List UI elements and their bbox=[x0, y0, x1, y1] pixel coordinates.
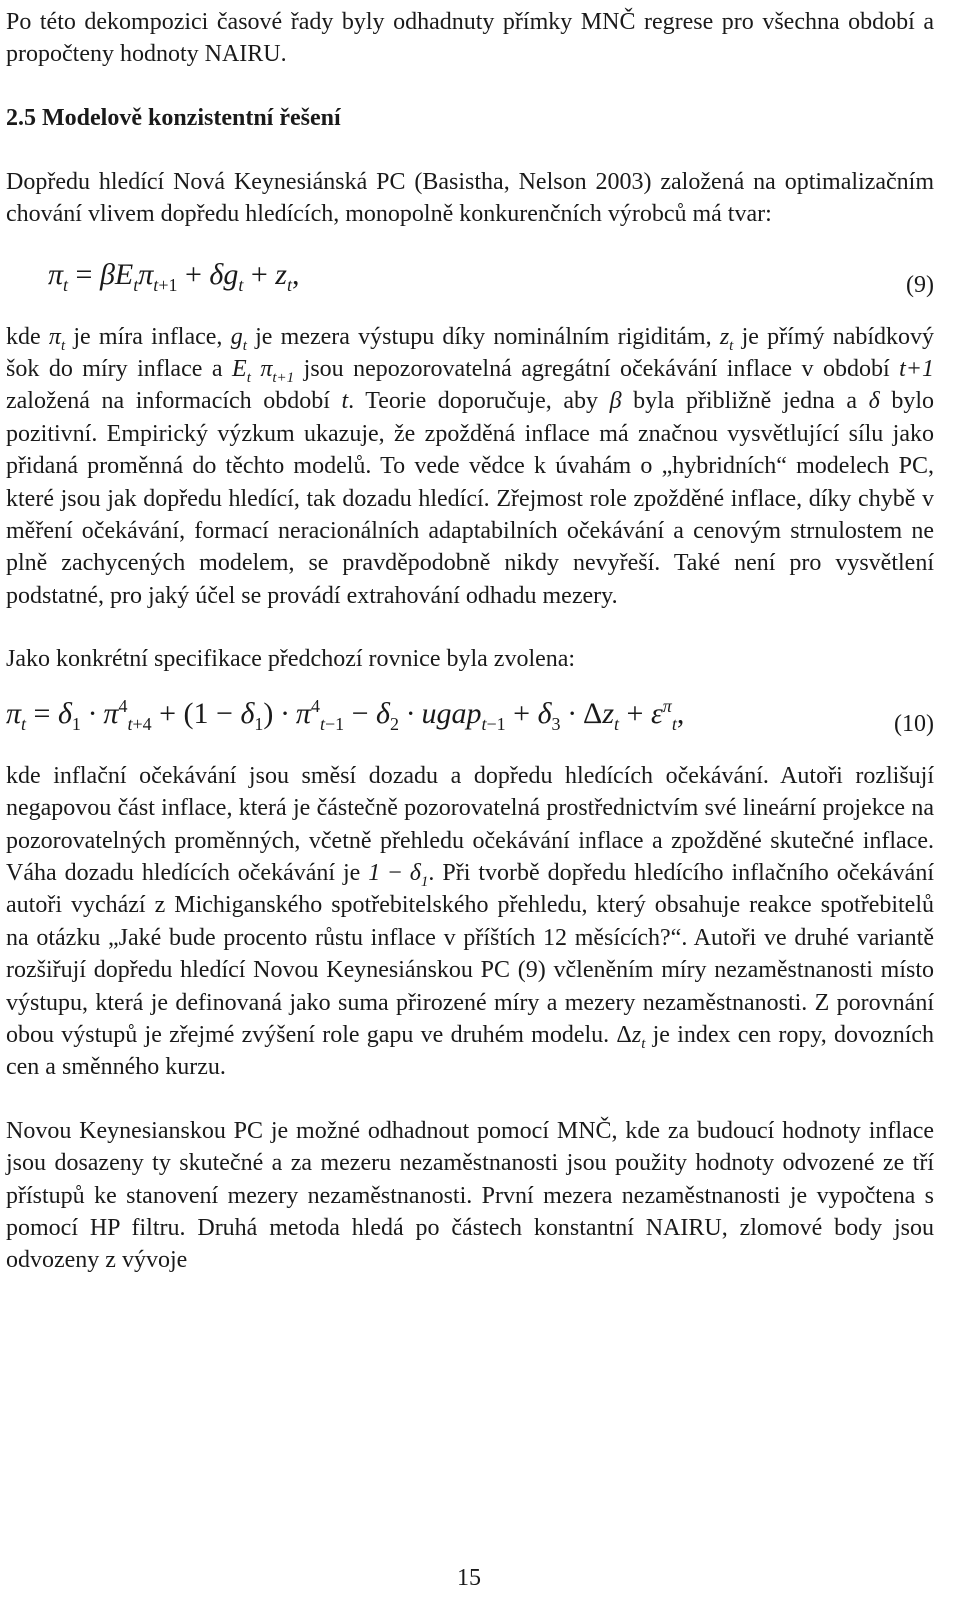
page-body bbox=[6, 6, 934, 1277]
intro-paragraph: Po této dekompozici časové řady byly odhadnuty přímky MNČ regrese pro všechna období a propočteny hodnoty NAIRU. bbox=[6, 9, 934, 68]
section-heading: 2.5 Modelově konzistentní řešení bbox=[6, 104, 341, 131]
equation-10 bbox=[6, 688, 934, 750]
equation-10-expression: $\pi_t = \delta_1 \cdot \pi^4_{t+4} + (1 - \delta_1) \cdot \pi^4_{t-1} - \delta_2$ · ugap$_{t-1}$ + $\delta_3 \cdot \Delta z_t + \varepsilon^\pi_t$, bbox=[6, 695, 685, 734]
page-number: 15 bbox=[457, 1565, 481, 1591]
equation-9 bbox=[6, 249, 934, 307]
paragraph-specification: Jako konkrétní specifikace předchozí rovnice byla zvolena: bbox=[6, 646, 576, 673]
paragraph-expectations: kde inflační očekávání jsou směsí dozadu a dopředu hledících očekávání. Autoři rozlišují negapovou část inflace, která je částečně pozorovatelná prostřednictvím své lineární projekce na pozorovatelných proměnných, včetně přehledu očekávání inflace a zpožděné skutečné inflace. Váha dozadu hledících očekávání je $1 - \delta_1$. Při tvorbě dopředu hledícího inflačního očekávání autoři vychází z Michiganského spotřebitelského přehledu, který obsahuje reakce spotřebitelů na otázku „Jaké bude procento růstu inflace v příštích 12 měsících?“. Autoři ve druhé variantě rozšiřují dopředu hledící Novou Keynesiánskou PC (9) včleněním míry nezaměstnanosti místo výstupu, která je definovaná jako suma přirozené míry a mezery nezaměstnanosti. Z porovnání obou výstupů je zřejmé zvýšení role gapu ve druhém modelu. $\Delta z_t$ je index cen ropy, dovozních cen a směnného kurzu. bbox=[6, 762, 935, 1081]
paragraph-nkpc-intro: Dopředu hledící Nová Keynesiánská PC (Basistha, Nelson 2003) založená na optimalizačním chování vlivem dopředu hledících, monopolně konkurenčních výrobců má tvar: bbox=[6, 168, 934, 228]
equation-10-number: (10) bbox=[894, 710, 934, 737]
paragraph-estimation: Novou Keynesianskou PC je možné odhadnout pomocí MNČ, kde za budoucí hodnoty inflace jsou dosazeny ty skutečné a za mezeru nezaměstnanosti jsou použity hodnoty odvozené ze tří přístupů ke stanovení mezery nezaměstnanosti. První mezera nezaměstnanosti je vypočtena s pomocí HP filtru. Druhá metoda hledá po částech konstantní NAIRU, zlomové body jsou odvozeny z vývoje bbox=[6, 1117, 934, 1274]
equation-9-number: (9) bbox=[906, 271, 934, 298]
equation-9-expression: $\pi_t = \beta E_t\pi_{t+1} + \delta g_t + z_t$, bbox=[48, 257, 300, 295]
paragraph-variables: kde $\pi_t$ je míra inflace, $g_t$ je mezera výstupu díky nominálním rigiditám, $z_t$ je přímý nabídkový šok do míry inflace a $E_t$ $\pi_{t+1}$ jsou nepozorovatelná agregátní očekávání inflace v období t+1 založená na informacích období t. Teorie doporučuje, aby β byla přibližně jedna a δ bylo pozitivní. Empirický výzkum ukazuje, že zpožděná inflace má značnou vysvětlující sílu jako přidaná proměnná do těchto modelů. To vede vědce k úvahám o „hybridních“ modelech PC, které jsou jak dopředu hledící, tak dozadu hledící. Zřejmost role zpožděné inflace, díky chybě v měření očekávání, formací neracionálních adaptabilních očekávání a cenovým strnulostem ne plně zachycených modelem, se pravděpodobně nikdy nevyřeší. Také není pro vysvětlení podstatné, pro jaký účel se provádí extrahování odhadu mezery. bbox=[6, 323, 935, 609]
